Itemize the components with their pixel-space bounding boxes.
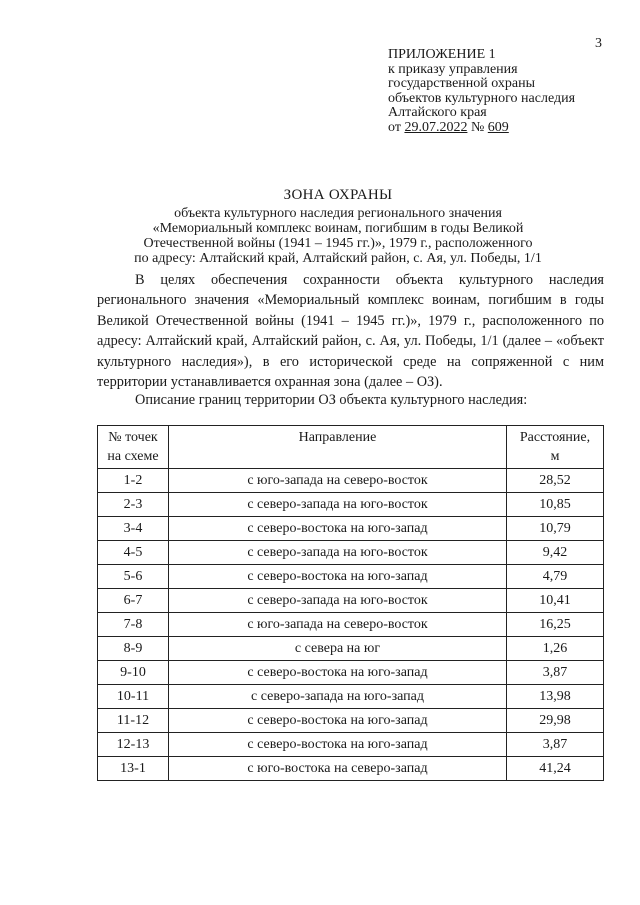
title-heading: ЗОНА ОХРАНЫ: [283, 187, 393, 203]
table-row: [98, 493, 604, 517]
table-row: [98, 661, 604, 685]
distance-cell: 3,87: [507, 733, 604, 757]
table-row: [98, 685, 604, 709]
points-cell: 12-13: [98, 733, 169, 757]
distance-cell: 4,79: [507, 565, 604, 589]
header-points: [98, 426, 169, 469]
points-cell: 13-1: [98, 757, 169, 781]
table-caption: Описание границ территории ОЗ объекта культурного наследия:: [135, 392, 528, 408]
table-row: [98, 637, 604, 661]
distance-cell: 3,87: [507, 661, 604, 685]
table-row: [98, 709, 604, 733]
direction-cell: с северо-востока на юго-запад: [169, 733, 507, 757]
title-line: Отечественной войны (1941 – 1945 гг.)», 1979 г., расположенного: [143, 236, 533, 251]
attachment-title: ПРИЛОЖЕНИЕ 1: [388, 47, 496, 62]
header-points-line: на схеме: [107, 449, 159, 464]
distance-cell: 10,41: [507, 589, 604, 613]
distance-cell: 16,25: [507, 613, 604, 637]
direction-cell: с северо-запада на юго-восток: [169, 589, 507, 613]
order-date: 29.07.2022: [404, 119, 468, 135]
direction-cell: с юго-запада на северо-восток: [169, 613, 507, 637]
direction-cell: с севера на юг: [169, 637, 507, 661]
table-row: [98, 613, 604, 637]
table-row: [98, 589, 604, 613]
attachment-line: государственной охраны: [388, 76, 536, 91]
points-cell: 4-5: [98, 541, 169, 565]
table-row: [98, 541, 604, 565]
attachment-line: Алтайского края: [388, 105, 487, 120]
order-date-number: [388, 121, 618, 136]
order-number: 609: [487, 119, 509, 135]
points-cell: 5-6: [98, 565, 169, 589]
points-cell: 9-10: [98, 661, 169, 685]
attachment-line: к приказу управления: [388, 61, 518, 77]
direction-cell: с юго-запада на северо-восток: [169, 469, 507, 493]
direction-cell: с юго-востока на северо-запад: [169, 757, 507, 781]
points-cell: 3-4: [98, 517, 169, 541]
points-cell: 7-8: [98, 613, 169, 637]
distance-cell: 13,98: [507, 685, 604, 709]
distance-cell: 10,79: [507, 517, 604, 541]
header-distance: [507, 426, 604, 469]
distance-cell: 9,42: [507, 541, 604, 565]
header-distance-line: Расстояние,: [519, 430, 591, 445]
title-line: по адресу: Алтайский край, Алтайский район, с. Ая, ул. Победы, 1/1: [134, 251, 542, 266]
points-cell: 11-12: [98, 709, 169, 733]
distance-cell: 1,26: [507, 637, 604, 661]
date-prefix: от: [388, 119, 405, 135]
direction-cell: с северо-востока на юго-запад: [169, 709, 507, 733]
attachment-header: [388, 48, 618, 135]
table-row: [98, 517, 604, 541]
table-row: [98, 565, 604, 589]
document-title: [118, 188, 558, 266]
boundaries-table: [97, 425, 604, 781]
number-sign: №: [467, 119, 488, 135]
direction-cell: с северо-востока на юго-запад: [169, 565, 507, 589]
header-distance-line: м: [550, 449, 560, 464]
table-row: [98, 469, 604, 493]
direction-cell: с северо-запада на юго-восток: [169, 493, 507, 517]
direction-cell: с северо-востока на юго-запад: [169, 517, 507, 541]
points-cell: 8-9: [98, 637, 169, 661]
intro-paragraph: В целях обеспечения сохранности объекта культурного наследия регионального значения «Мемориальный комплекс воинам, погибшим в годы Великой Отечественной войны (1941 – 1945 гг.)», 1979 г., расположенного по адресу: Алтайский край, Алтайский район, с. Ая, ул. Победы, 1/1 (далее – «объект культурного наследия»), в его исторической среде на сопряженной с ним территории устанавливается охранная зона (далее – ОЗ).: [97, 272, 604, 391]
table-header-row: [98, 426, 604, 469]
direction-cell: с северо-запада на юго-запад: [169, 685, 507, 709]
title-line: объекта культурного наследия регионального значения: [174, 206, 502, 221]
distance-cell: 41,24: [507, 757, 604, 781]
header-points-line: № точек: [108, 430, 158, 445]
direction-cell: с северо-востока на юго-запад: [169, 661, 507, 685]
distance-cell: 29,98: [507, 709, 604, 733]
table-row: [98, 733, 604, 757]
distance-cell: 28,52: [507, 469, 604, 493]
points-cell: 6-7: [98, 589, 169, 613]
page-number: 3: [595, 36, 602, 51]
distance-cell: 10,85: [507, 493, 604, 517]
points-cell: 10-11: [98, 685, 169, 709]
title-line: «Мемориальный комплекс воинам, погибшим в годы Великой: [152, 221, 524, 236]
attachment-line: объектов культурного наследия: [388, 90, 576, 106]
header-direction: Направление: [169, 426, 507, 469]
points-cell: 2-3: [98, 493, 169, 517]
table-row: [98, 757, 604, 781]
direction-cell: с северо-запада на юго-восток: [169, 541, 507, 565]
points-cell: 1-2: [98, 469, 169, 493]
